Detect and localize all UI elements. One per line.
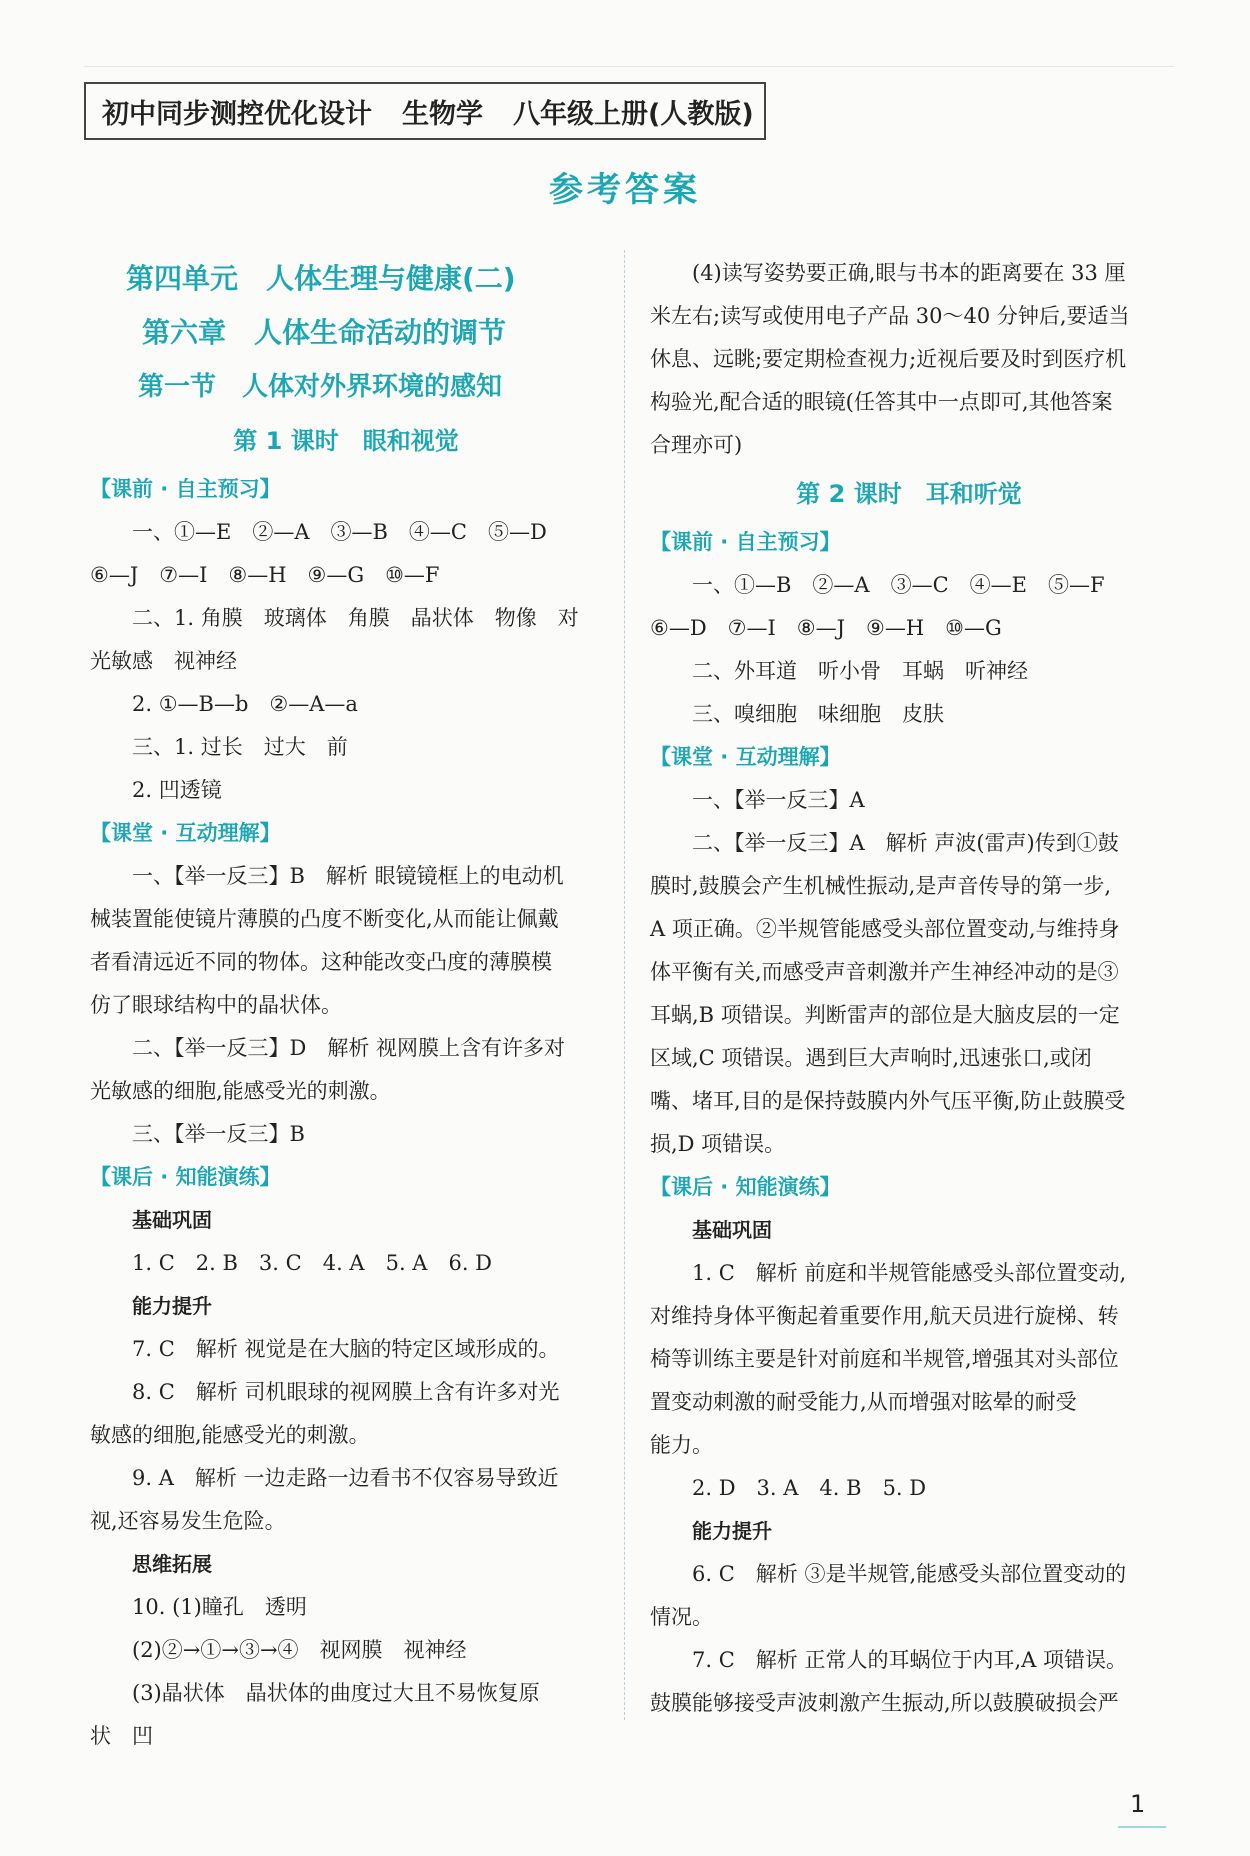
answer-line: 耳蜗,B 项错误。判断雷声的部位是大脑皮层的一定 bbox=[650, 1003, 1120, 1027]
chapter-heading: 第六章 人体生命活动的调节 bbox=[142, 316, 507, 349]
answer-line: 区域,C 项错误。遇到巨大声响时,迅速张口,或闭 bbox=[650, 1046, 1092, 1070]
answer-line: 仿了眼球结构中的晶状体。 bbox=[90, 993, 342, 1017]
answer-line: 鼓膜能够接受声波刺激产生振动,所以鼓膜破损会严 bbox=[650, 1691, 1119, 1715]
answer-line: 2. 凹透镜 bbox=[132, 778, 222, 802]
answer-line: 1. C 解析 前庭和半规管能感受头部位置变动, bbox=[692, 1261, 1127, 1285]
pre-class-tag: 【课前 · 自主预习】 bbox=[90, 477, 281, 501]
answer-line: 一、①—E ②—A ③—B ④—C ⑤—D bbox=[132, 520, 547, 544]
answer-line: 状 凹 bbox=[90, 1724, 153, 1748]
answer-line: 膜时,鼓膜会产生机械性振动,是声音传导的第一步, bbox=[650, 874, 1112, 898]
in-class-tag: 【课堂 · 互动理解】 bbox=[90, 821, 281, 845]
answer-line: 9. A 解析 一边走路一边看书不仅容易导致近 bbox=[132, 1466, 559, 1490]
answer-line: 米左右;读写或使用电子产品 30～40 分钟后,要适当 bbox=[650, 304, 1130, 328]
answer-line: 休息、远眺;要定期检查视力;近视后要及时到医疗机 bbox=[650, 347, 1127, 371]
page-number-underline bbox=[1118, 1826, 1166, 1828]
unit-heading: 第四单元 人体生理与健康(二) bbox=[126, 262, 516, 295]
answer-line: 一、【举一反三】B 解析 眼镜镜框上的电动机 bbox=[132, 864, 564, 888]
left-column bbox=[90, 252, 602, 1758]
answer-line: (2)②→①→③→④ 视网膜 视神经 bbox=[132, 1638, 467, 1662]
column-divider bbox=[624, 250, 625, 1720]
page-number: 1 bbox=[1130, 1790, 1146, 1818]
answer-line: 三、【举一反三】B bbox=[132, 1122, 305, 1146]
page-title: 参考答案 bbox=[549, 170, 701, 210]
subheading-ability: 能力提升 bbox=[692, 1519, 772, 1543]
series-title: 初中同步测控优化设计 bbox=[102, 98, 372, 130]
answer-line: 7. C 解析 正常人的耳蜗位于内耳,A 项错误。 bbox=[692, 1648, 1127, 1672]
answer-line: ⑥—J ⑦—I ⑧—H ⑨—G ⑩—F bbox=[90, 563, 440, 587]
answer-line: 械装置能使镜片薄膜的凸度不断变化,从而能让佩戴 bbox=[90, 907, 559, 931]
answer-line: 构验光,配合适的眼镜(任答其中一点即可,其他答案 bbox=[650, 390, 1113, 414]
answer-line: 一、【举一反三】A bbox=[692, 788, 865, 812]
answer-line: ⑥—D ⑦—I ⑧—J ⑨—H ⑩—G bbox=[650, 616, 1002, 640]
answer-line: 二、【举一反三】D 解析 视网膜上含有许多对 bbox=[132, 1036, 566, 1060]
lesson-heading: 第 1 课时 眼和视觉 bbox=[233, 427, 459, 455]
answer-line: 2. ①—B—b ②—A—a bbox=[132, 692, 358, 716]
after-class-tag: 【课后 · 知能演练】 bbox=[90, 1165, 281, 1189]
answer-line: 2. D 3. A 4. B 5. D bbox=[692, 1476, 927, 1500]
answer-line: 视,还容易发生危险。 bbox=[90, 1509, 286, 1533]
answer-line: 对维持身体平衡起着重要作用,航天员进行旋梯、转 bbox=[650, 1304, 1119, 1328]
answer-line: 者看清远近不同的物体。这种能改变凸度的薄膜模 bbox=[90, 950, 552, 974]
answer-line: 光敏感 视神经 bbox=[90, 649, 237, 673]
answer-line: 合理亦可) bbox=[650, 433, 743, 457]
answer-line: 体平衡有关,而感受声音刺激并产生神经冲动的是③ bbox=[650, 960, 1119, 984]
after-class-tag: 【课后 · 知能演练】 bbox=[650, 1175, 841, 1199]
answer-line: 光敏感的细胞,能感受光的刺激。 bbox=[90, 1079, 391, 1103]
answer-line: 8. C 解析 司机眼球的视网膜上含有许多对光 bbox=[132, 1380, 560, 1404]
answer-line: 损,D 项错误。 bbox=[650, 1132, 786, 1156]
section-heading: 第一节 人体对外界环境的感知 bbox=[138, 372, 503, 402]
lesson-heading: 第 2 课时 耳和听觉 bbox=[796, 480, 1022, 508]
grade-title: 八年级上册(人教版) bbox=[513, 98, 754, 130]
answer-line: 嘴、堵耳,目的是保持鼓膜内外气压平衡,防止鼓膜受 bbox=[650, 1089, 1126, 1113]
subject-title: 生物学 bbox=[402, 98, 483, 130]
book-header bbox=[84, 82, 766, 140]
answer-line: 二、【举一反三】A 解析 声波(雷声)传到①鼓 bbox=[692, 831, 1119, 855]
answer-line: (4)读写姿势要正确,眼与书本的距离要在 33 厘 bbox=[692, 261, 1126, 285]
answer-line: 一、①—B ②—A ③—C ④—E ⑤—F bbox=[692, 573, 1105, 597]
answer-line: 7. C 解析 视觉是在大脑的特定区域形成的。 bbox=[132, 1337, 560, 1361]
answer-line: 二、1. 角膜 玻璃体 角膜 晶状体 物像 对 bbox=[132, 606, 579, 630]
answer-line: 10. (1)瞳孔 透明 bbox=[132, 1595, 307, 1619]
answer-line: 椅等训练主要是针对前庭和半规管,增强其对头部位 bbox=[650, 1347, 1119, 1371]
answer-line: 三、嗅细胞 味细胞 皮肤 bbox=[692, 702, 944, 726]
subheading-basic: 基础巩固 bbox=[132, 1208, 212, 1232]
right-column bbox=[650, 252, 1168, 1725]
answer-line: 三、1. 过长 过大 前 bbox=[132, 735, 348, 759]
pre-class-tag: 【课前 · 自主预习】 bbox=[650, 530, 841, 554]
answer-line: 情况。 bbox=[650, 1605, 713, 1629]
answer-line: 1. C 2. B 3. C 4. A 5. A 6. D bbox=[132, 1251, 493, 1275]
in-class-tag: 【课堂 · 互动理解】 bbox=[650, 745, 841, 769]
answer-line: 6. C 解析 ③是半规管,能感受头部位置变动的 bbox=[692, 1562, 1127, 1586]
answer-line: 二、外耳道 听小骨 耳蜗 听神经 bbox=[692, 659, 1028, 683]
answer-line: 置变动刺激的耐受能力,从而增强对眩晕的耐受 bbox=[650, 1390, 1077, 1414]
subheading-basic: 基础巩固 bbox=[692, 1218, 772, 1242]
answer-line: 能力。 bbox=[650, 1433, 713, 1457]
answer-line: 敏感的细胞,能感受光的刺激。 bbox=[90, 1423, 370, 1447]
answer-line: (3)晶状体 晶状体的曲度过大且不易恢复原 bbox=[132, 1681, 540, 1705]
subheading-ability: 能力提升 bbox=[132, 1294, 212, 1318]
top-rule bbox=[84, 66, 1174, 67]
answer-line: A 项正确。②半规管能感受头部位置变动,与维持身 bbox=[650, 917, 1120, 941]
subheading-thinking: 思维拓展 bbox=[132, 1552, 212, 1576]
